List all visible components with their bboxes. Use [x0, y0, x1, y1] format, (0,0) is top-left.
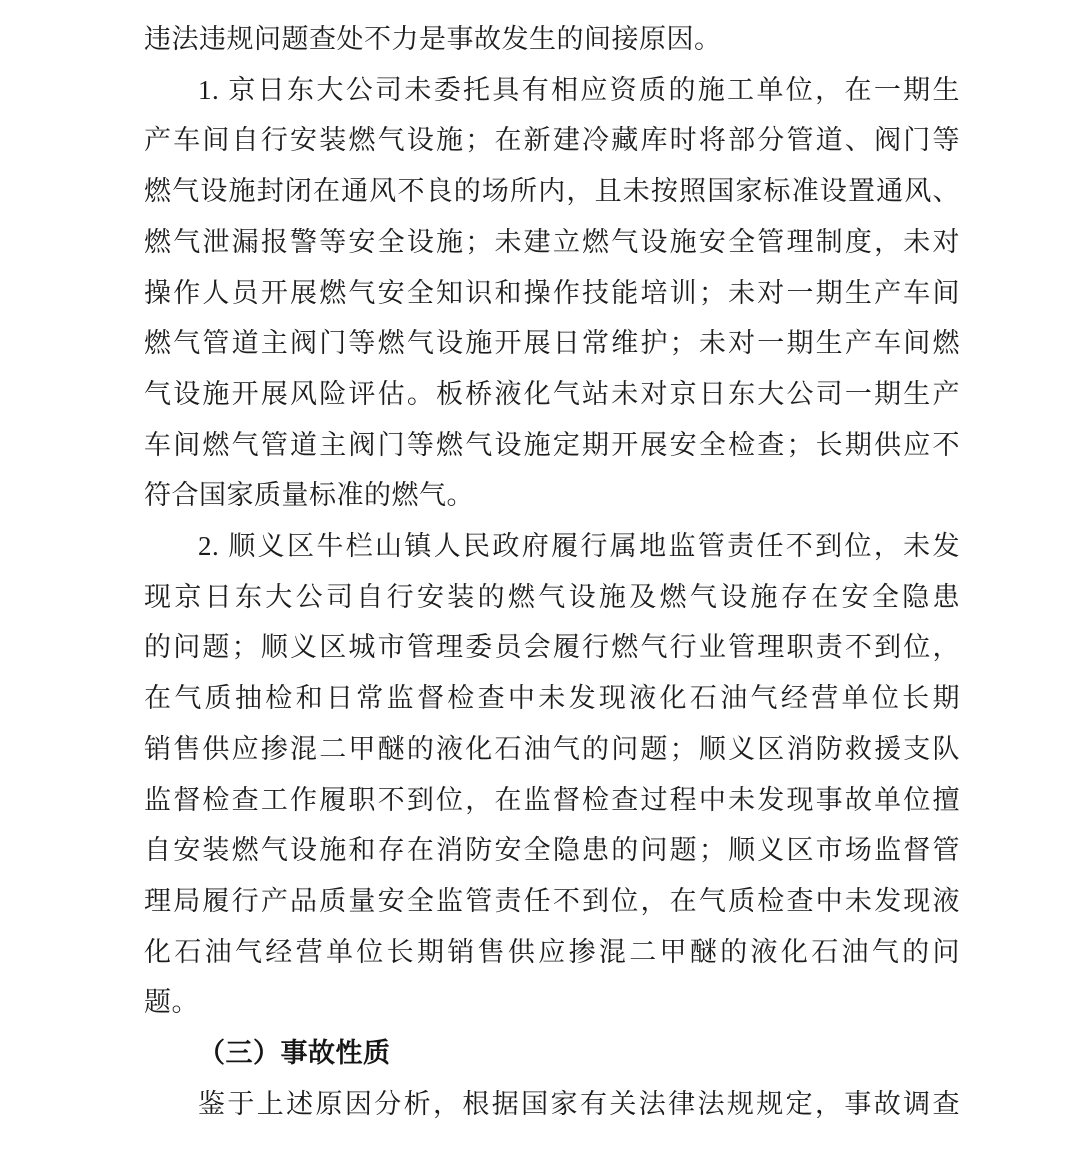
- paragraph-line: 2. 顺义区牛栏山镇人民政府履行属地监管责任不到位，未发: [198, 531, 960, 562]
- paragraph-line: 监督检查工作履职不到位，在监督检查过程中未发现事故单位擅: [144, 784, 960, 815]
- paragraph-line: 化石油气经营单位长期销售供应掺混二甲醚的液化石油气的问: [144, 936, 960, 967]
- paragraph-line: 产车间自行安装燃气设施；在新建冷藏库时将部分管道、阀门等: [144, 125, 960, 156]
- paragraph-line: 车间燃气管道主阀门等燃气设施定期开展安全检查；长期供应不: [144, 429, 960, 460]
- paragraph-line: 题。: [144, 987, 199, 1018]
- paragraph-line: 违法违规问题查处不力是事故发生的间接原因。: [144, 24, 722, 54]
- paragraph-line: 自安装燃气设施和存在消防安全隐患的问题；顺义区市场监督管: [144, 835, 960, 866]
- paragraph-line: 燃气管道主阀门等燃气设施开展日常维护；未对一期生产车间燃: [144, 328, 960, 359]
- paragraph-line: 鉴于上述原因分析，根据国家有关法律法规规定，事故调查: [198, 1088, 960, 1119]
- paragraph-line: 气设施开展风险评估。板桥液化气站未对京日东大公司一期生产: [144, 378, 960, 409]
- document-body: [144, 14, 960, 1129]
- paragraph-line: 1. 京日东大公司未委托具有相应资质的施工单位，在一期生: [198, 74, 960, 105]
- paragraph-line: 的问题；顺义区城市管理委员会履行燃气行业管理职责不到位，: [144, 632, 960, 663]
- paragraph-line: 理局履行产品质量安全监管责任不到位，在气质检查中未发现液: [144, 885, 960, 916]
- paragraph-line: 操作人员开展燃气安全知识和操作技能培训；未对一期生产车间: [144, 277, 960, 308]
- paragraph-line: 燃气设施封闭在通风不良的场所内，且未按照国家标准设置通风、: [144, 176, 960, 207]
- paragraph-line: 现京日东大公司自行安装的燃气设施及燃气设施存在安全隐患: [144, 581, 960, 612]
- paragraph-line: 燃气泄漏报警等安全设施；未建立燃气设施安全管理制度，未对: [144, 226, 960, 257]
- paragraph-line: 在气质抽检和日常监督检查中未发现液化石油气经营单位长期: [144, 683, 960, 714]
- paragraph-line: 销售供应掺混二甲醚的液化石油气的问题；顺义区消防救援支队: [144, 733, 960, 764]
- paragraph-line: 符合国家质量标准的燃气。: [144, 480, 474, 511]
- section-heading: （三）事故性质: [198, 1038, 391, 1069]
